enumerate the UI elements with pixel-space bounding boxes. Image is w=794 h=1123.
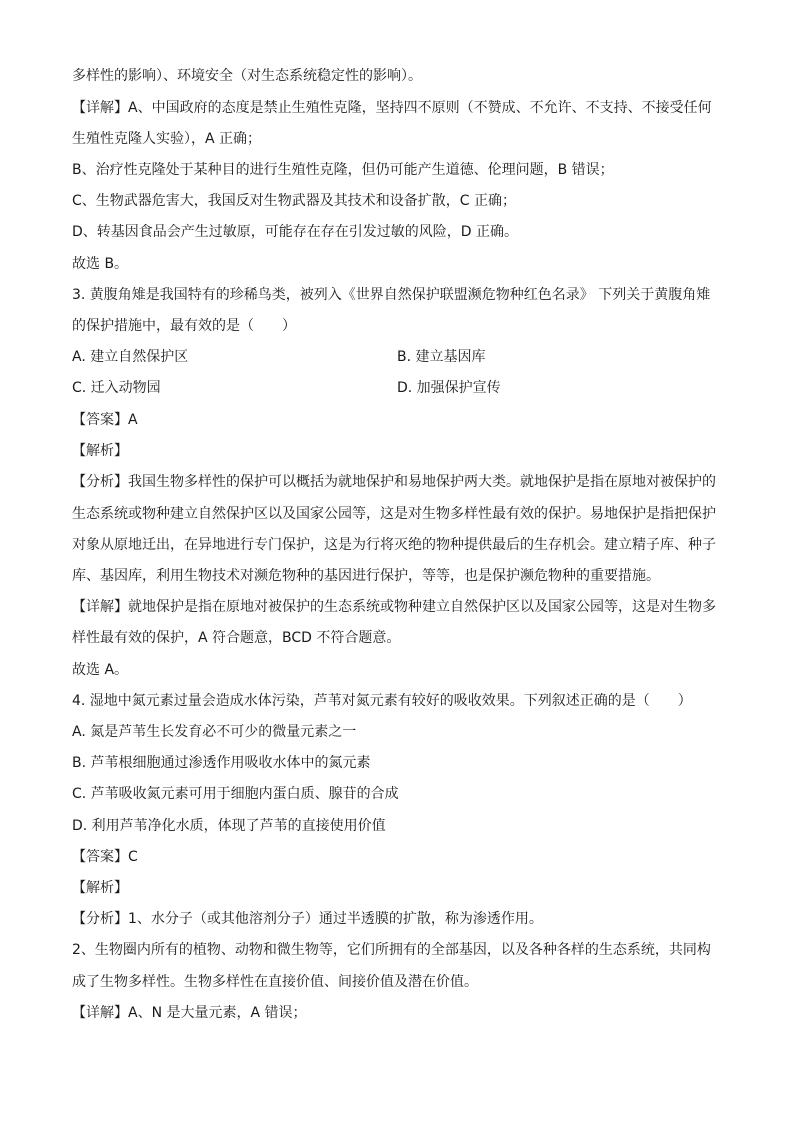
answer-label: 【答案】A — [72, 412, 138, 428]
text-line: D、转基因食品会产生过敏原，可能存在存在引发过敏的风险，D 正确。 — [72, 224, 519, 240]
text-line: 成了生物多样性。生物多样性在直接价值、间接价值及潜在价值。 — [72, 974, 478, 990]
question-4-option-c: C. 芦苇吸收氮元素可用于细胞内蛋白质、腺苷的合成 — [72, 786, 399, 802]
text-line: 样性最有效的保护，A 符合题意，BCD 不符合题意。 — [72, 630, 401, 646]
question-3-stem-cont: 的保护措施中，最有效的是（ ） — [72, 318, 296, 334]
text-line: 库、基因库，利用生物技术对濒危物种的基因进行保护，等等，也是保护濒危物种的重要措施。 — [72, 568, 660, 584]
text-line: 多样性的影响）、环境安全（对生态系统稳定性的影响）。 — [72, 68, 422, 84]
question-3-option-b: B. 建立基因库 — [397, 349, 486, 365]
question-4-option-a: A. 氮是芦苇生长发育必不可少的微量元素之一 — [72, 724, 357, 740]
text-line: 2、生物圈内所有的植物、动物和微生物等，它们所拥有的全部基因，以及各种各样的生态系统，共同构 — [72, 942, 711, 958]
analysis-heading: 【解析】 — [72, 443, 128, 459]
question-4-stem: 4. 湿地中氮元素过量会造成水体污染，芦苇对氮元素有较好的吸收效果。下列叙述正确的是（ ） — [72, 693, 692, 709]
question-3-option-c: C. 迁入动物园 — [72, 380, 161, 396]
text-line: 对象从原地迁出，在异地进行专门保护，这是为行将灭绝的物种提供最后的生存机会。建立精子库、种子 — [72, 537, 716, 553]
text-line: 生态系统或物种建立自然保护区以及国家公园等，这是对生物多样性最有效的保护。易地保护是指把保护 — [72, 506, 716, 522]
text-line: C、生物武器危害大，我国反对生物武器及其技术和设备扩散，C 正确； — [72, 193, 516, 209]
answer-label: 【答案】C — [72, 849, 138, 865]
text-line: 【分析】1、水分子（或其他溶剂分子）通过半透膜的扩散，称为渗透作用。 — [72, 911, 543, 927]
text-line: 故选 B。 — [72, 256, 129, 272]
question-3-option-d: D. 加强保护宣传 — [397, 380, 501, 396]
question-3-option-a: A. 建立自然保护区 — [72, 349, 189, 365]
text-line: B、治疗性克隆处于某种目的进行生殖性克隆，但仍可能产生道德、伦理问题，B 错误； — [72, 162, 614, 178]
text-line: 故选 A。 — [72, 662, 129, 678]
text-line: 生殖性克隆人实验），A 正确； — [72, 131, 262, 147]
text-line: 【分析】我国生物多样性的保护可以概括为就地保护和易地保护两大类。就地保护是指在原地对被保护的 — [72, 474, 716, 490]
text-line: 【详解】A、中国政府的态度是禁止生殖性克隆，坚持四不原则（不赞成、不允许、不支持、不接受任何 — [72, 100, 712, 116]
text-line: 【详解】就地保护是指在原地对被保护的生态系统或物种建立自然保护区以及国家公园等，这是对生物多 — [72, 599, 716, 615]
question-4-option-d: D. 利用芦苇净化水质，体现了芦苇的直接使用价值 — [72, 818, 386, 834]
analysis-heading: 【解析】 — [72, 880, 128, 896]
question-3-stem: 3. 黄腹角雉是我国特有的珍稀鸟类，被列入《世界自然保护联盟濒危物种红色名录》 下列关于黄腹角雉 — [72, 287, 711, 303]
question-4-option-b: B. 芦苇根细胞通过渗透作用吸收水体中的氮元素 — [72, 755, 371, 771]
text-line: 【详解】A、N 是大量元素，A 错误； — [72, 1005, 307, 1021]
